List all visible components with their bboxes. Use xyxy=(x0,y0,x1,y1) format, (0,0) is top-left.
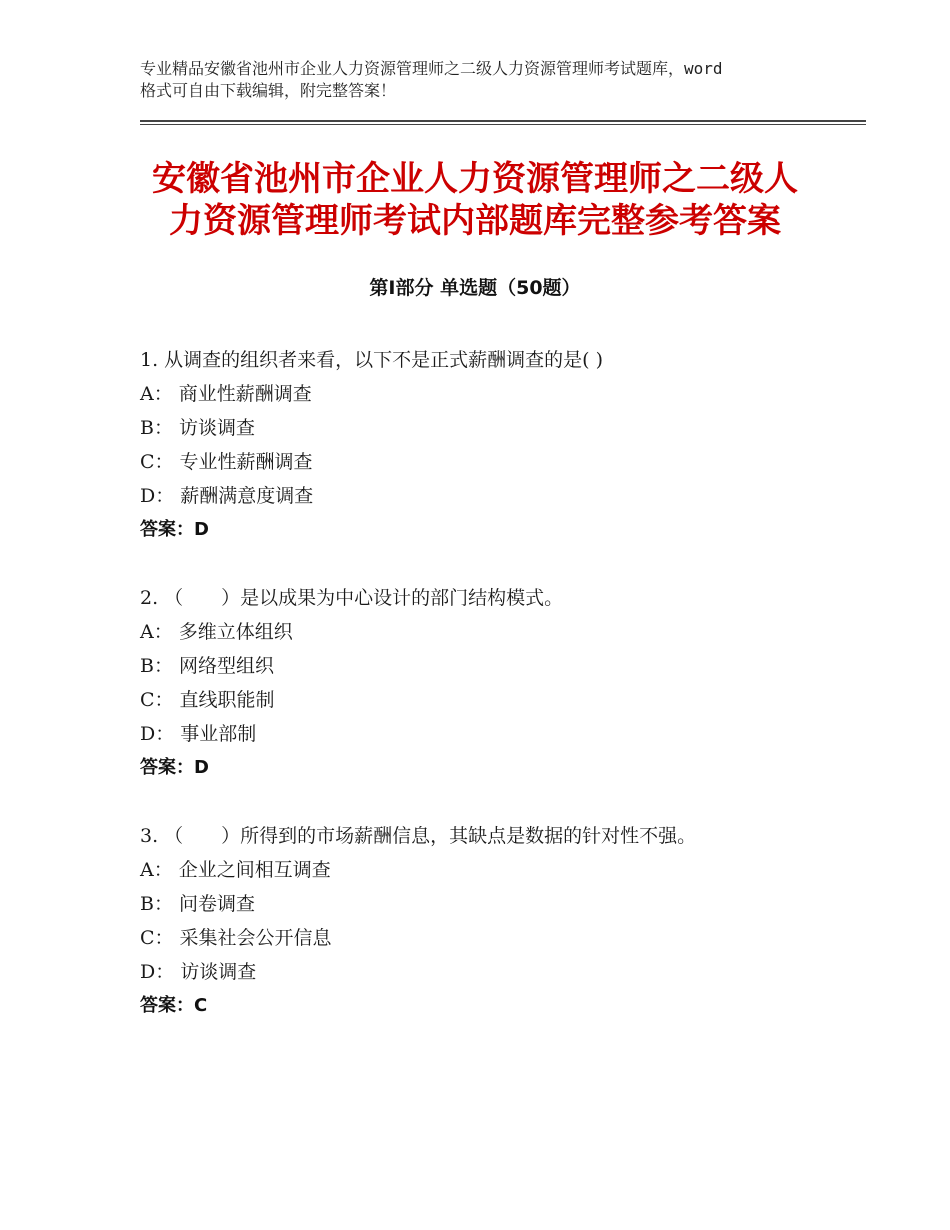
option-c xyxy=(140,921,840,955)
question-stem: 3. （ ）所得到的市场薪酬信息，其缺点是数据的针对性不强。 xyxy=(140,825,697,847)
option-label: C： xyxy=(140,451,174,473)
question-stem: 1. 从调查的组织者来看，以下不是正式薪酬调查的是( ) xyxy=(140,349,604,371)
option-text: 访谈调查 xyxy=(178,417,255,439)
document-title-line-1: 安徽省池州市企业人力资源管理师之二级人 xyxy=(152,159,798,199)
option-label: B： xyxy=(140,417,173,439)
option-a xyxy=(140,377,840,411)
option-label: C： xyxy=(140,927,174,949)
option-label: D： xyxy=(140,723,175,745)
option-label: B： xyxy=(140,893,173,915)
option-a xyxy=(140,853,840,887)
option-text: 多维立体组织 xyxy=(178,621,293,643)
header-divider-thin xyxy=(140,124,866,125)
header-note-line-1: 专业精品安徽省池州市企业人力资源管理师之二级人力资源管理师考试题库，word xyxy=(140,59,723,78)
option-d xyxy=(140,717,840,751)
document-title-line-2: 力资源管理师考试内部题库完整参考答案 xyxy=(169,201,781,241)
option-label: D： xyxy=(140,961,175,983)
option-b xyxy=(140,887,840,921)
answer-line: 答案：D xyxy=(140,757,209,778)
option-label: B： xyxy=(140,655,173,677)
option-text: 网络型组织 xyxy=(178,655,274,677)
question-list xyxy=(140,343,840,1057)
header-note xyxy=(140,58,830,102)
option-label: A： xyxy=(140,859,173,881)
option-text: 事业部制 xyxy=(180,723,257,745)
option-text: 企业之间相互调查 xyxy=(178,859,331,881)
option-text: 专业性薪酬调查 xyxy=(179,451,313,473)
header-divider-thick xyxy=(140,120,866,122)
option-label: D： xyxy=(140,485,175,507)
option-d xyxy=(140,479,840,513)
question-2 xyxy=(140,581,840,785)
option-a xyxy=(140,615,840,649)
option-text: 直线职能制 xyxy=(179,689,275,711)
option-text: 采集社会公开信息 xyxy=(179,927,332,949)
question-stem: 2. （ ）是以成果为中心设计的部门结构模式。 xyxy=(140,587,564,609)
section-title: 第Ⅰ部分 单选题（50题） xyxy=(369,277,581,299)
document-title xyxy=(120,158,830,242)
option-label: A： xyxy=(140,383,173,405)
option-text: 薪酬满意度调查 xyxy=(180,485,314,507)
option-label: C： xyxy=(140,689,174,711)
option-b xyxy=(140,411,840,445)
option-text: 问卷调查 xyxy=(178,893,255,915)
answer-line: 答案：C xyxy=(140,995,208,1016)
option-text: 商业性薪酬调查 xyxy=(178,383,312,405)
option-text: 访谈调查 xyxy=(180,961,257,983)
option-d xyxy=(140,955,840,989)
option-c xyxy=(140,683,840,717)
header-note-line-2: 格式可自由下载编辑，附完整答案！ xyxy=(140,81,397,100)
option-label: A： xyxy=(140,621,173,643)
option-c xyxy=(140,445,840,479)
question-1 xyxy=(140,343,840,547)
question-3 xyxy=(140,819,840,1023)
option-b xyxy=(140,649,840,683)
answer-line: 答案：D xyxy=(140,519,209,540)
